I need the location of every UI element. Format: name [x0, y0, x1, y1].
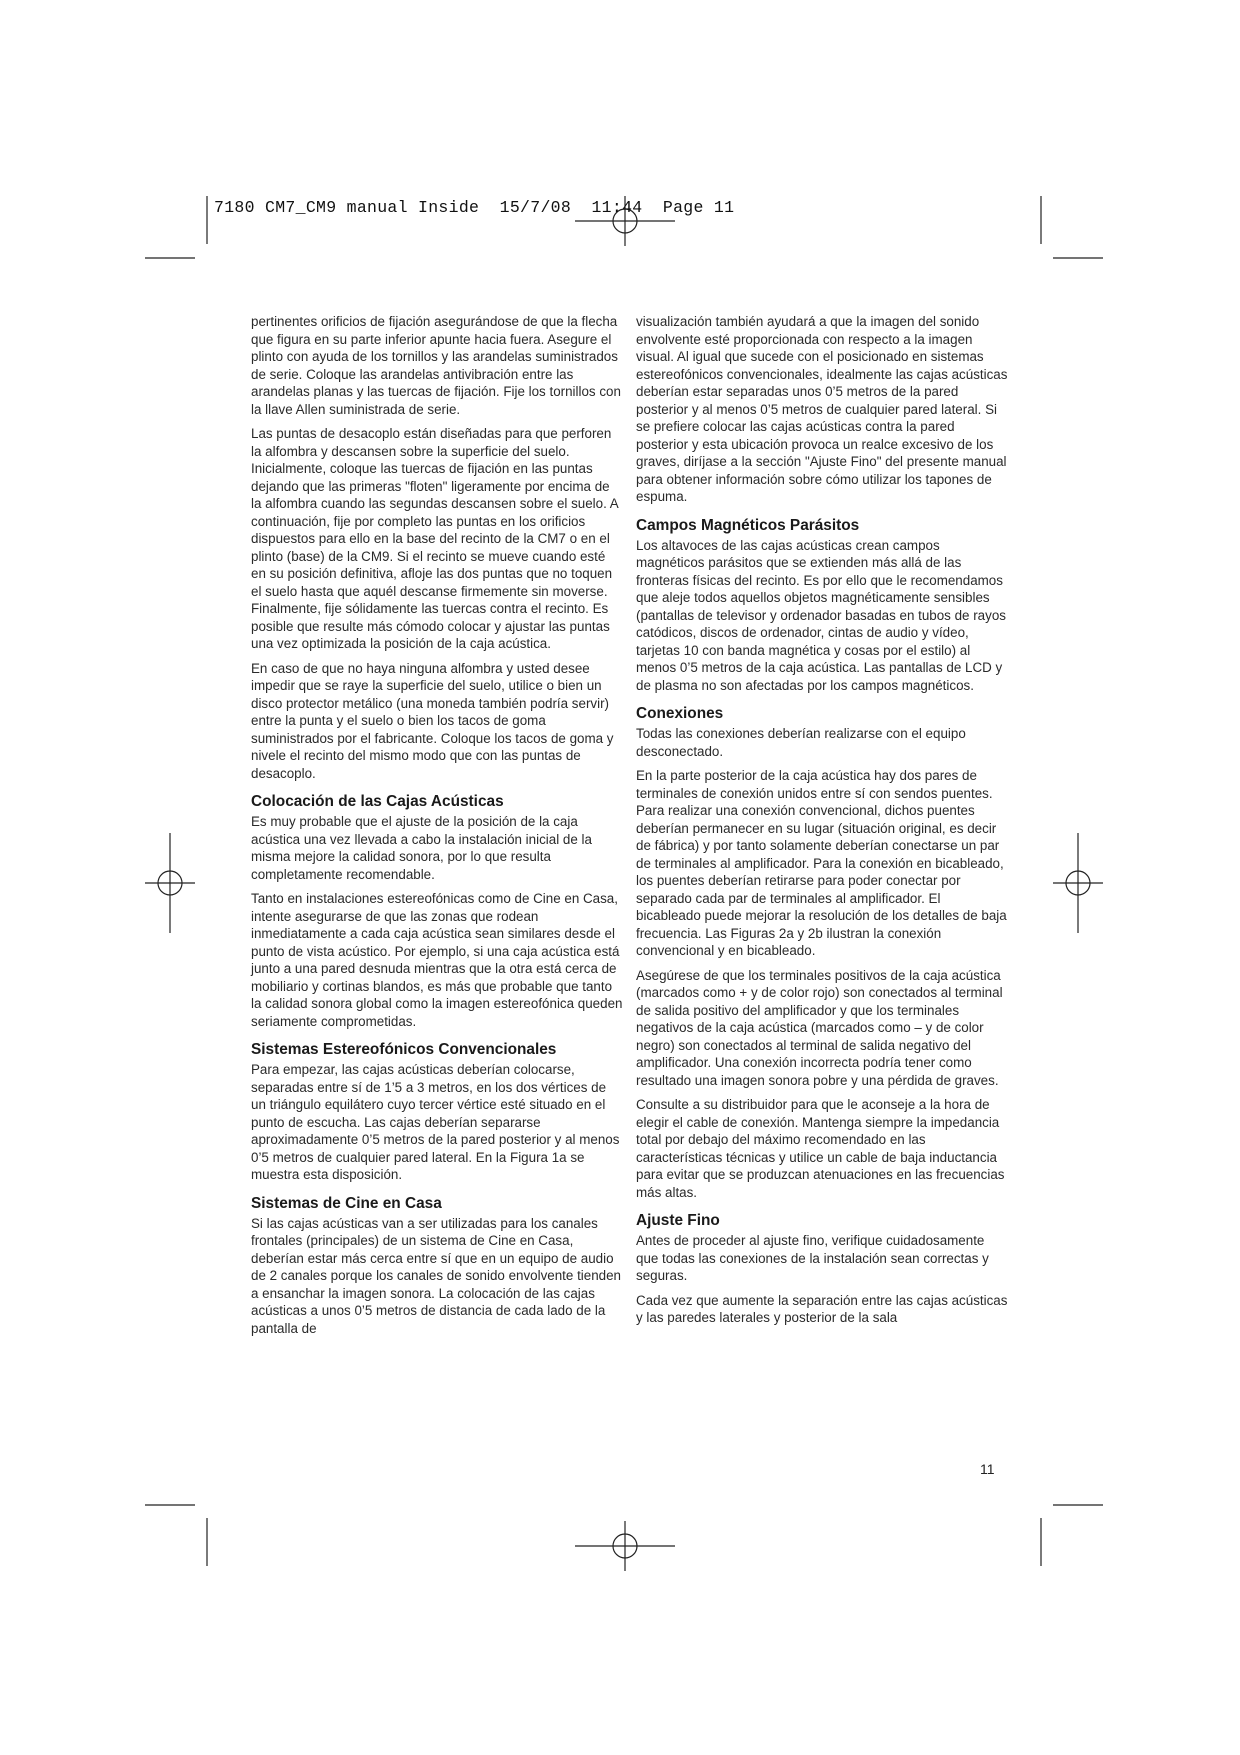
paragraph: En caso de que no haya ninguna alfombra y usted desee impedir que se raye la superficie del suelo, utilice o bien un disco protector metálico (una moneda también podría servir) entre la punta y el suelo o bien los tacos de goma suministrados por el fabricante. Coloque los tacos de goma y nivele el recinto del mismo modo que con las puntas de desacoplo.	[251, 660, 614, 781]
paragraph: visualización también ayudará a que la imagen del sonido envolvente esté proporcionada con respecto a la imagen visual. Al igual que sucede con el posicionado en sistemas estereofónicos convencionales, idealmente las cajas acústicas deberían estar separadas unos 0’5 metros de la pared posterior y al menos 0’5 metros de cualquier pared lateral. Si se prefiere colocar las cajas acústicas contra la pared posterior y esta ubicación provoca un realce excesivo de los graves, diríjase a la sección "Ajuste Fino" del presente manual para obtener información sobre cómo utilizar los tapones de espuma.	[636, 314, 1008, 504]
left-column	[251, 313, 623, 1344]
page-number: 11	[980, 1461, 995, 1477]
paragraph: En la parte posterior de la caja acústica hay dos pares de terminales de conexión unidos entre sí con sendos puentes. Para realizar una conexión convencional, dichos puentes deberían permanecer en su lugar (situación original, es decir de fábrica) y por tanto solamente deberían conectarse un par de terminales al amplificador. Para la conexión en bicableado, los puentes deberían retirarse para poder conectar por separado cada par de terminales al amplificador. El bicableado puede mejorar la resolución de los detalles de baja frecuencia. Las Figuras 2a y 2b ilustran la conexión convencional y en bicableado.	[636, 768, 1007, 958]
paragraph: Los altavoces de las cajas acústicas crean campos magnéticos parásitos que se extienden más allá de las fronteras físicas del recinto. Es por ello que le recomendamos que aleje todos aquellos objetos magnéticamente sensibles (pantallas de televisor y ordenador basadas en tubos de rayos catódicos, discos de ordenador, cintas de audio y vídeo, tarjetas 10 con banda magnética y cosas por el estilo) al menos 0’5 metros de la caja acústica. Las pantallas de LCD y de plasma no son afectadas por los campos magnéticos.	[636, 537, 1006, 693]
section-heading: Sistemas Estereofónicos Convencionales	[251, 1041, 557, 1058]
paragraph: Para empezar, las cajas acústicas deberían colocarse, separadas entre sí de 1’5 a 3 metros, en los dos vértices de un triángulo equilátero cuyo tercer vértice esté situado en el punto de escucha. Las cajas deberían separarse aproximadamente 0’5 metros de la pared posterior y al menos 0’5 metros de cualquier pared lateral. En la Figura 1a se muestra esta disposición.	[251, 1062, 620, 1182]
section-heading: Conexiones	[636, 705, 724, 722]
paragraph: Tanto en instalaciones estereofónicas como de Cine en Casa, intente asegurarse de que las zonas que rodean inmediatamente a cada caja acústica sean similares desde el punto de vista acústico. Por ejemplo, si una caja acústica está junto a una pared desnuda mientras que la otra está cerca de mobiliario y cortinas blandos, es más que probable que tanto la calidad sonora global como la imagen estereofónica queden seriamente comprometidas.	[251, 891, 623, 1029]
paragraph: Las puntas de desacoplo están diseñadas para que perforen la alfombra y descansen sobre la superficie del suelo. Inicialmente, coloque las tuercas de fijación en las puntas dejando que las primeras "floten" ligeramente por encima de la alfombra cuando las segundas descansen sobre el suelo. A continuación, fije por completo las puntas en los orificios dispuestos para ello en la base del recinto de la CM7 o en el plinto (base) de la CM9. Si el recinto se mueve cuando esté en su posición definitiva, afloje las dos puntas que no toquen el suelo hasta que aquél descanse firmemente sin moverse. Finalmente, fije sólidamente las tuercas contra el recinto. Es posible que resulte más cómodo colocar y ajustar las puntas una vez optimizada la posición de la caja acústica.	[251, 426, 618, 651]
paragraph: Consulte a su distribuidor para que le aconseje a la hora de elegir el cable de conexión. Mantenga siempre la impedancia total por debajo del máximo recomendado en las características técnicas y utilice un cable de baja inductancia para evitar que se produzcan atenuaciones en las frecuencias más altas.	[636, 1097, 1005, 1200]
paragraph: Asegúrese de que los terminales positivos de la caja acústica (marcados como + y de color rojo) son conectados al terminal de salida positivo del amplificador y que los terminales negativos de la caja acústica (marcados como – y de color negro) son conectados al terminal de salida negativo del amplificador. Una conexión incorrecta podría tener como resultado una imagen sonora pobre y una pérdida de graves.	[636, 967, 1003, 1088]
paragraph: pertinentes orificios de fijación asegurándose de que la flecha que figura en su parte inferior apunte hacia fuera. Asegure el plinto con ayuda de los tornillos y las arandelas suministrados de serie. Coloque las arandelas antivibración entre las arandelas planas y las tuercas de fijación. Fije los tornillos con la llave Allen suministrada de serie.	[251, 314, 621, 417]
section-heading: Campos Magnéticos Parásitos	[636, 516, 860, 534]
print-slug-line: 7180 CM7_CM9 manual Inside 15/7/08 11:44 Page 11	[214, 198, 735, 217]
right-column	[636, 313, 1008, 1334]
section-heading: Sistemas de Cine en Casa	[251, 1194, 442, 1212]
paragraph: Cada vez que aumente la separación entre las cajas acústicas y las paredes laterales y posterior de la sala	[636, 1292, 1008, 1325]
paragraph: Si las cajas acústicas van a ser utilizadas para los canales frontales (principales) de un sistema de Cine en Casa, deberían estar más cerca entre sí que en un equipo de audio de 2 canales porque los canales de sonido envolvente tienden a ensanchar la imagen sonora. La colocación de las cajas acústicas a unos 0’5 metros de distancia de cada lado de la pantalla de	[251, 1215, 622, 1336]
paragraph: Todas las conexiones deberían realizarse con el equipo desconectado.	[636, 726, 966, 759]
section-heading: Ajuste Fino	[636, 1212, 720, 1229]
paragraph: Es muy probable que el ajuste de la posición de la caja acústica una vez llevada a cabo la instalación inicial de la misma mejore la calidad sonora, por lo que resulta completamente recomendable.	[251, 814, 592, 882]
section-heading: Colocación de las Cajas Acústicas	[251, 793, 504, 810]
paragraph: Antes de proceder al ajuste fino, verifique cuidadosamente que todas las conexiones de la instalación sean correctas y seguras.	[636, 1233, 989, 1283]
